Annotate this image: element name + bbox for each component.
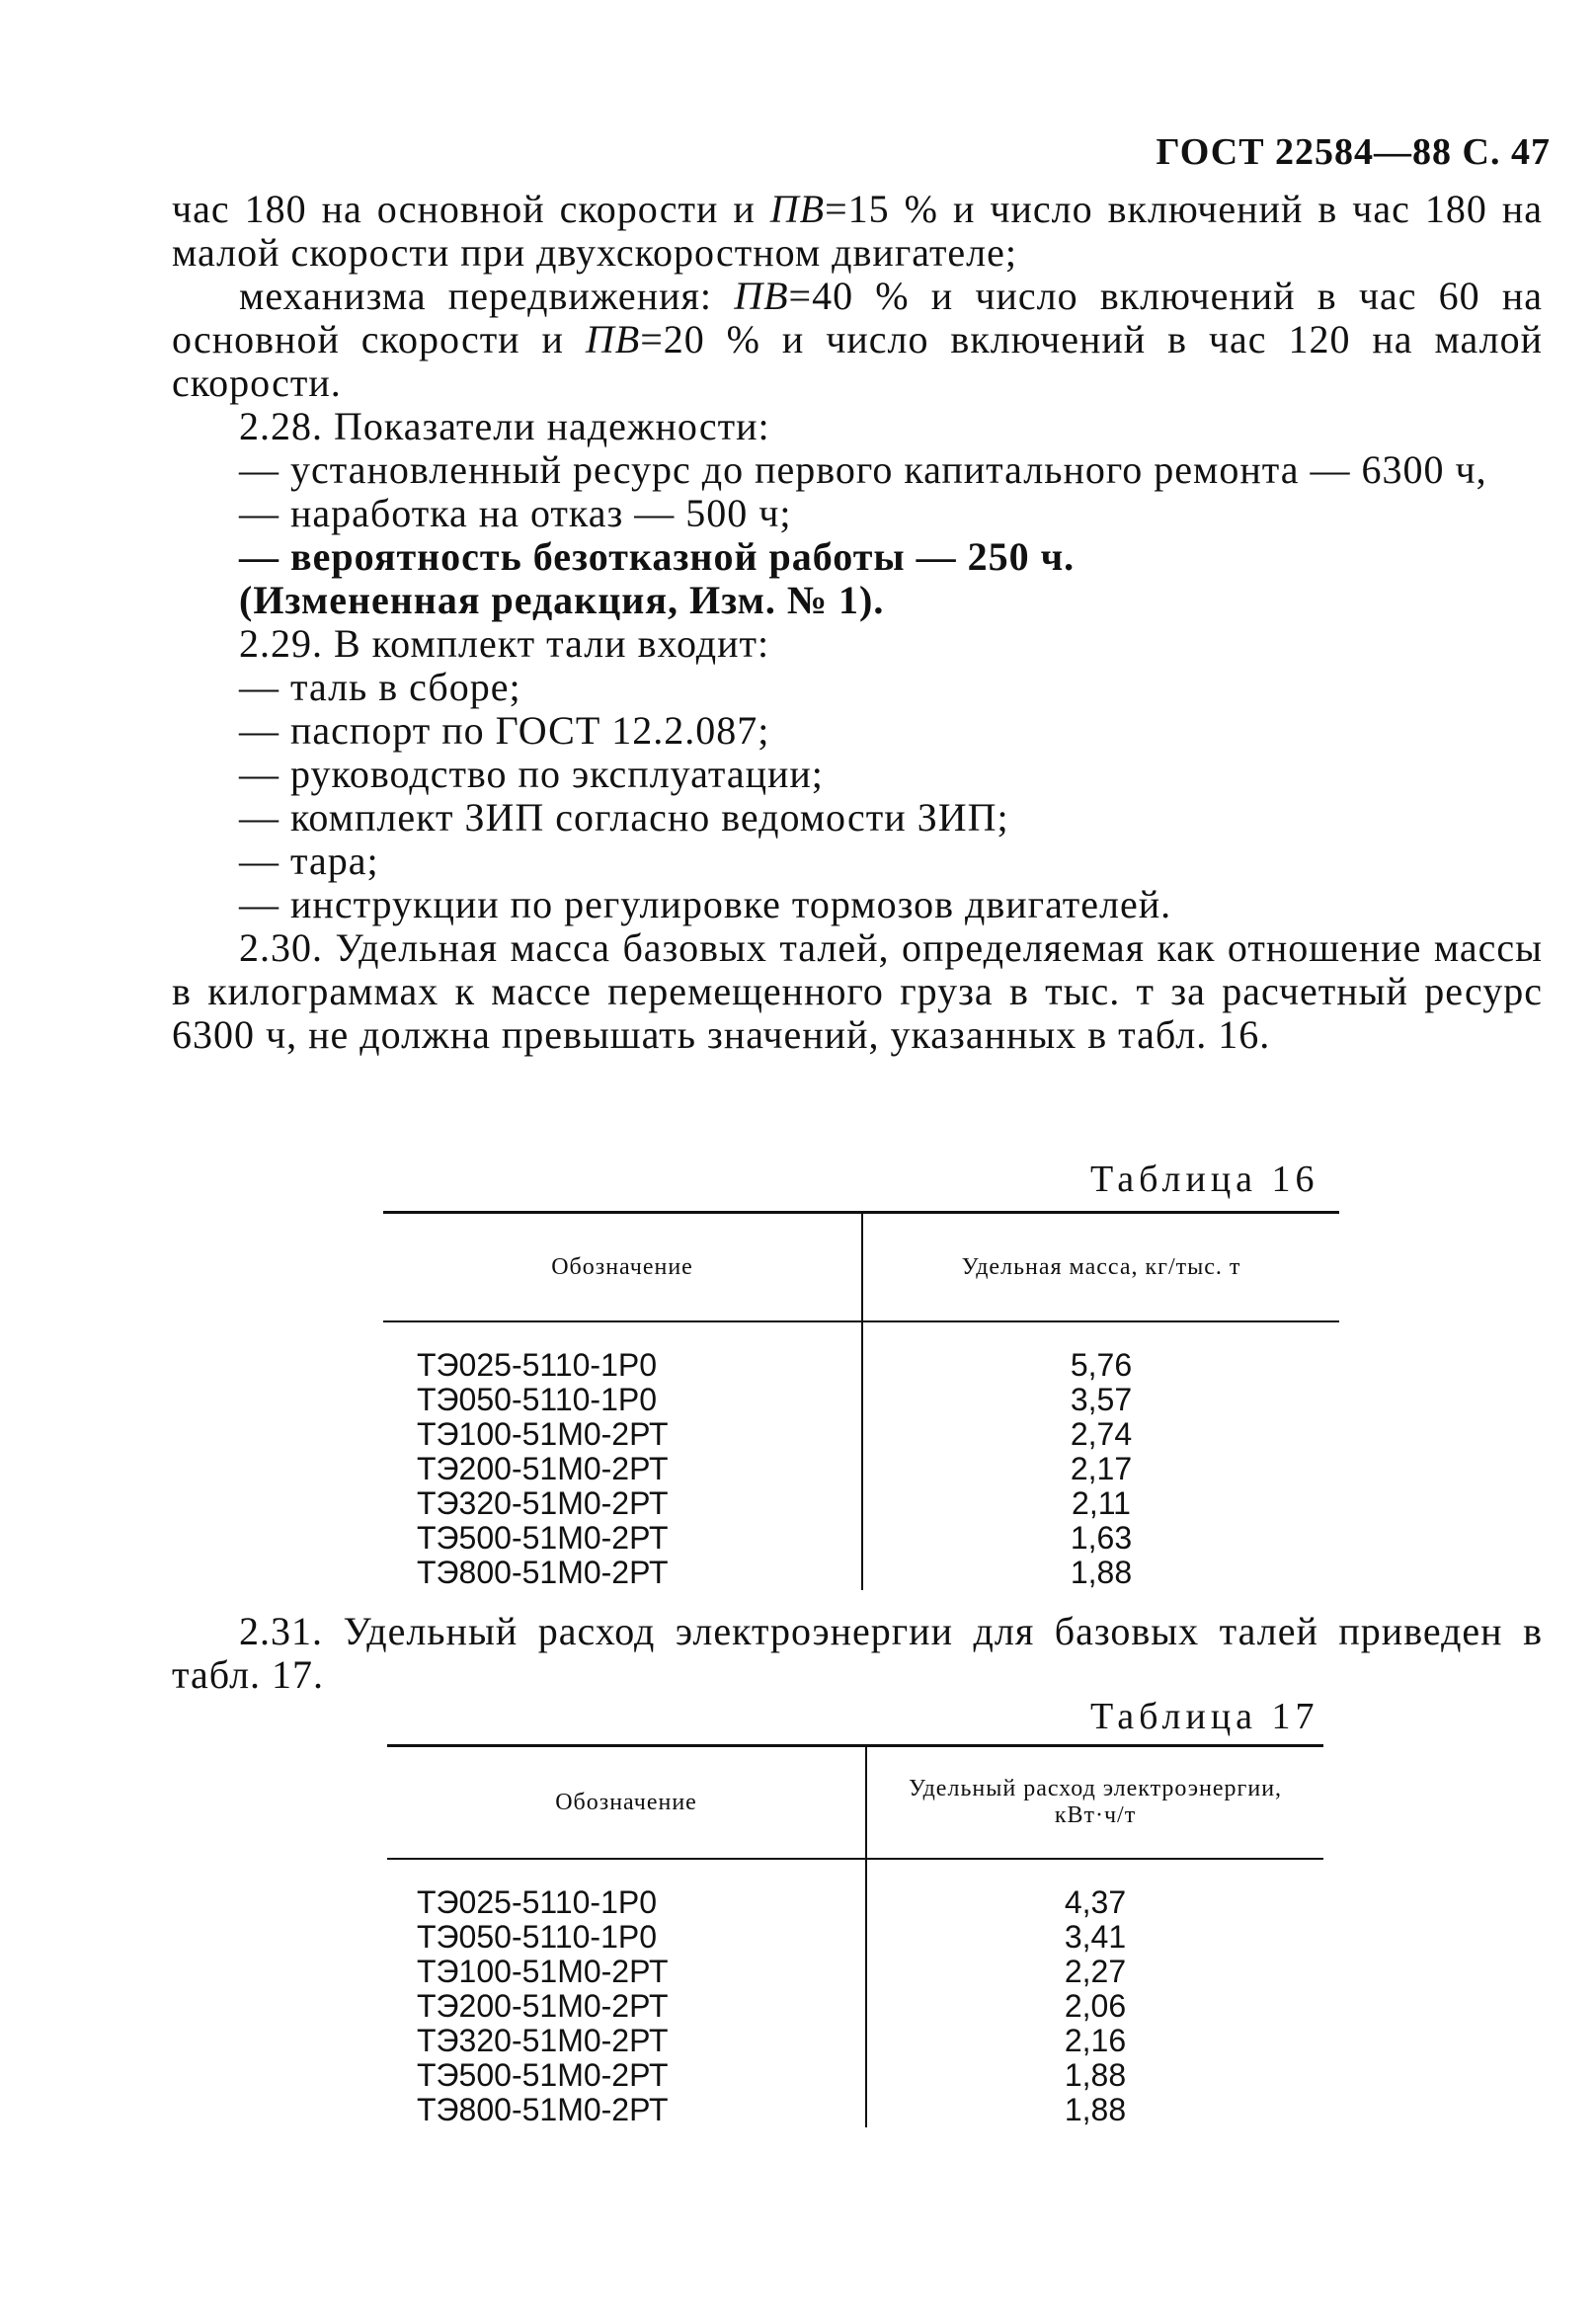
running-header: ГОСТ 22584—88 С. 47: [1156, 131, 1551, 173]
table-16-col-mass: Удельная масса, кг/тыс. т: [862, 1213, 1339, 1322]
paragraph-lifting-duty: час 180 на основной скорости и ПВ=15 % и число включений в час 180 на малой скорости при двухскоростном двигателе;: [172, 187, 1543, 275]
kit-item: — комплект ЗИП согласно ведомости ЗИП;: [239, 795, 1009, 840]
table-row: ТЭ320-51М0-2РТ 2,11: [383, 1486, 1339, 1521]
table-row: ТЭ025-5110-1Р0 5,76: [383, 1348, 1339, 1383]
body-text-upper: [172, 188, 1543, 1057]
table-16-col-designation: Обозначение: [383, 1213, 862, 1322]
table-row: ТЭ100-51М0-2РТ 2,74: [383, 1417, 1339, 1452]
table-16: [383, 1211, 1339, 1590]
table-row: ТЭ320-51М0-2РТ 2,16: [387, 2024, 1323, 2058]
table-17-col-energy: Удельный расход электроэнергии, кВт·ч/т: [866, 1746, 1323, 1860]
table-17: [387, 1744, 1323, 2127]
section-2-30-paragraph: 2.30. Удельная масса базовых талей, определяемая как отношение массы в килограммах к массе перемещенного груза в тыс. т за расчетный ресурс 6300 ч, не должна превышать значений, указанных в табл. 16.: [172, 925, 1543, 1057]
table-row: ТЭ200-51М0-2РТ 2,06: [387, 1989, 1323, 2024]
reliability-item-resource: — установленный ресурс до первого капитального ремонта — 6300 ч,: [239, 447, 1487, 492]
table-row: ТЭ800-51М0-2РТ 1,88: [383, 1556, 1339, 1590]
edition-note: (Измененная редакция, Изм. № 1).: [239, 578, 885, 622]
table-row: ТЭ800-51М0-2РТ 1,88: [387, 2093, 1323, 2127]
table-row: ТЭ500-51М0-2РТ 1,88: [387, 2058, 1323, 2093]
kit-item: — инструкции по регулировке тормозов двигателей.: [239, 882, 1172, 926]
table-row: ТЭ050-5110-1Р0 3,57: [383, 1383, 1339, 1417]
table-16-caption: Таблица 16: [1090, 1159, 1319, 1200]
kit-item: — тара;: [239, 839, 379, 883]
section-2-29-heading: 2.29. В комплект тали входит:: [239, 621, 770, 666]
reliability-item-probability: — вероятность безотказной работы — 250 ч.: [239, 534, 1076, 579]
table-row: ТЭ025-5110-1Р0 4,37: [387, 1885, 1323, 1920]
table-17-col-designation: Обозначение: [387, 1746, 866, 1860]
reliability-item-mtbf: — наработка на отказ — 500 ч;: [239, 491, 792, 535]
table-row: ТЭ200-51М0-2РТ 2,17: [383, 1452, 1339, 1486]
table-row: ТЭ500-51М0-2РТ 1,63: [383, 1521, 1339, 1556]
paragraph-travel-duty: механизма передвижения: ПВ=40 % и число включений в час 60 на основной скорости и ПВ=20 % и число включений в час 120 на малой скорости.: [172, 274, 1544, 405]
table-row: ТЭ100-51М0-2РТ 2,27: [387, 1955, 1323, 1989]
table-row: ТЭ050-5110-1Р0 3,41: [387, 1920, 1323, 1955]
section-2-31-paragraph: 2.31. Удельный расход электроэнергии для базовых талей приведен в табл. 17.: [172, 1609, 1543, 1697]
section-2-28-heading: 2.28. Показатели надежности:: [239, 404, 770, 448]
body-text-lower: [172, 1610, 1543, 1697]
table-17-caption: Таблица 17: [1090, 1696, 1319, 1737]
kit-item: — паспорт по ГОСТ 12.2.087;: [239, 708, 770, 753]
kit-item: — таль в сборе;: [239, 665, 521, 709]
kit-item: — руководство по эксплуатации;: [239, 752, 824, 796]
